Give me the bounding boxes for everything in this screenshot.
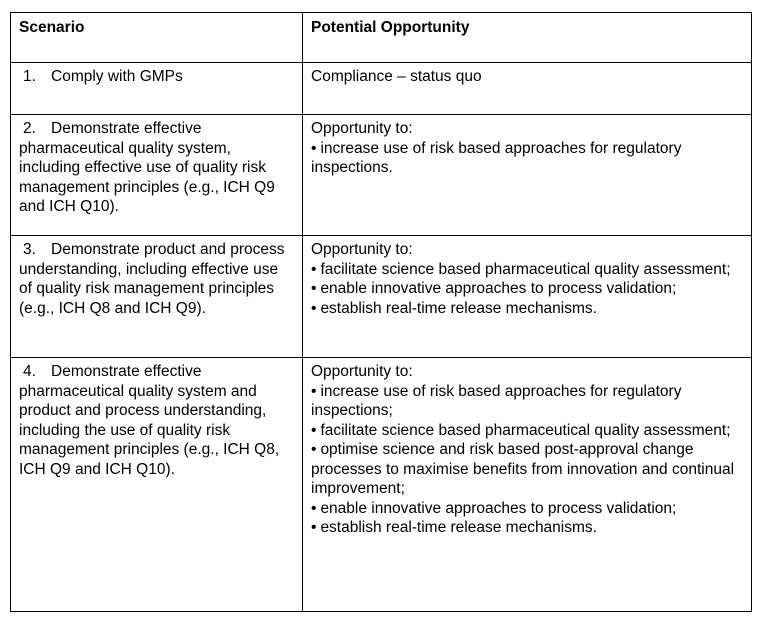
scenario-number: 2.	[23, 120, 36, 137]
bullet-text: optimise science and risk based post-approval change processes to maximise benefits from innovation and continual improvement;	[311, 441, 735, 497]
bullet-icon: •	[311, 260, 317, 278]
opportunity-intro: Opportunity to:	[311, 363, 413, 380]
bullet-icon: •	[311, 499, 317, 517]
header-potential-opportunity: Potential Opportunity	[303, 13, 752, 63]
scenario-cell	[11, 358, 303, 612]
list-item	[311, 139, 743, 178]
bullet-icon: •	[311, 280, 317, 297]
scenario-number: 1.	[23, 68, 36, 85]
scenario-cell	[11, 63, 303, 115]
opportunity-list	[311, 260, 743, 319]
table-row	[11, 115, 752, 236]
table-row	[11, 358, 752, 612]
scenario-number: 3.	[23, 241, 36, 258]
scenario-number: 4.	[23, 363, 36, 380]
list-item	[311, 518, 743, 538]
bullet-icon: •	[311, 519, 317, 536]
opportunity-cell	[303, 63, 752, 115]
bullet-text: increase use of risk based approaches for regulatory inspections.	[311, 139, 682, 176]
list-item	[311, 260, 743, 280]
list-item	[311, 382, 743, 421]
scenario-opportunity-table	[10, 12, 752, 612]
opportunity-cell	[303, 358, 752, 612]
header-scenario: Scenario	[11, 13, 303, 63]
bullet-icon: •	[311, 421, 317, 439]
list-item	[311, 499, 743, 519]
list-item	[311, 279, 743, 299]
bullet-text: facilitate science based pharmaceutical quality assessment;	[320, 421, 731, 439]
scenario-cell	[11, 236, 303, 358]
opportunity-intro: Opportunity to:	[311, 120, 413, 137]
bullet-icon: •	[311, 139, 317, 157]
bullet-text: increase use of risk based approaches for regulatory inspections;	[311, 382, 682, 419]
table-row	[11, 63, 752, 115]
opportunity-intro: Compliance – status quo	[311, 68, 482, 85]
bullet-text: establish real-time release mechanisms.	[320, 299, 597, 317]
table-header-row	[11, 13, 752, 63]
scenario-text: Demonstrate effective pharmaceutical quality system and product and process understanding, including the use of quality risk management principles (e.g., ICH Q8, ICH Q9 and ICH Q10).	[19, 363, 280, 478]
bullet-icon: •	[311, 299, 317, 317]
bullet-text: establish real-time release mechanisms.	[320, 519, 597, 536]
scenario-text: Demonstrate effective pharmaceutical quality system, including effective use of quality risk management principles (e.g., ICH Q9 and ICH Q10).	[19, 120, 275, 215]
bullet-icon: •	[311, 441, 317, 458]
bullet-text: enable innovative approaches to process validation;	[320, 499, 677, 517]
table-row	[11, 236, 752, 358]
bullet-text: enable innovative approaches to process validation;	[320, 280, 677, 297]
scenario-text: Comply with GMPs	[51, 68, 183, 85]
bullet-text: facilitate science based pharmaceutical quality assessment;	[320, 260, 731, 278]
opportunity-intro: Opportunity to:	[311, 241, 413, 258]
list-item	[311, 299, 743, 319]
list-item	[311, 421, 743, 441]
opportunity-list	[311, 139, 743, 178]
bullet-icon: •	[311, 382, 317, 400]
opportunity-cell	[303, 236, 752, 358]
scenario-text: Demonstrate product and process understanding, including effective use of quality risk management principles (e.g., ICH Q8 and ICH Q9).	[19, 241, 285, 317]
list-item	[311, 440, 743, 499]
opportunity-list	[311, 382, 743, 538]
opportunity-cell	[303, 115, 752, 236]
scenario-cell	[11, 115, 303, 236]
